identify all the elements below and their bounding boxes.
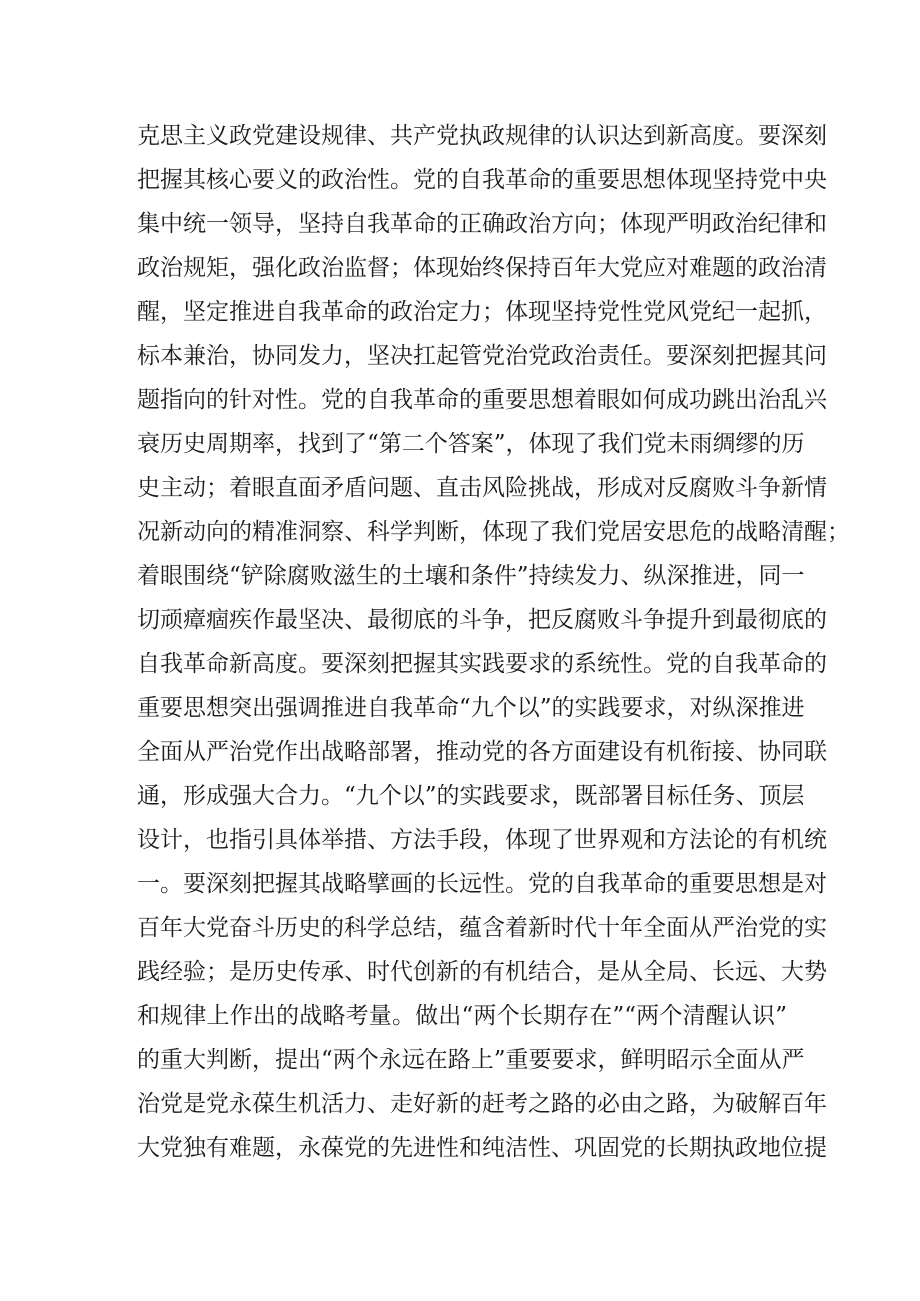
text-line: 自我革命新高度。要深刻把握其实践要求的系统性。党的自我革命的 <box>137 651 827 677</box>
text-line: 和规律上作出的战略考量。做出“两个长期存在”“两个清醒认识” <box>137 1003 787 1029</box>
text-line: 通，形成强大合力。“九个以”的实践要求，既部署目标任务、顶层 <box>137 783 805 809</box>
text-line: 着眼围绕“铲除腐败滋生的土壤和条件”持续发力、纵深推进，同一 <box>137 563 805 589</box>
text-line: 重要思想突出强调推进自我革命“九个以”的实践要求，对纵深推进 <box>137 695 805 721</box>
text-line: 集中统一领导，坚持自我革命的正确政治方向；体现严明政治纪律和 <box>137 211 827 237</box>
text-line: 标本兼治，协同发力，坚决扛起管党治党政治责任。要深刻把握其问 <box>137 343 827 369</box>
text-line: 践经验；是历史传承、时代创新的有机结合，是从全局、长远、大势 <box>137 959 827 985</box>
text-line: 设计，也指引具体举措、方法手段，体现了世界观和方法论的有机统 <box>137 827 827 853</box>
text-line: 的重大判断，提出“两个永远在路上”重要要求，鲜明昭示全面从严 <box>137 1047 805 1073</box>
text-line: 一。要深刻把握其战略擘画的长远性。党的自我革命的重要思想是对 <box>137 871 827 897</box>
text-line: 百年大党奋斗历史的科学总结，蕴含着新时代十年全面从严治党的实 <box>137 915 827 941</box>
text-line: 把握其核心要义的政治性。党的自我革命的重要思想体现坚持党中央 <box>137 167 827 193</box>
body-paragraph <box>137 114 850 1170</box>
text-line: 政治规矩，强化政治监督；体现始终保持百年大党应对难题的政治清 <box>137 255 827 281</box>
text-line: 切顽瘴痼疾作最坚决、最彻底的斗争，把反腐败斗争提升到最彻底的 <box>137 607 827 633</box>
text-line: 全面从严治党作出战略部署，推动党的各方面建设有机衔接、协同联 <box>137 739 827 765</box>
text-line: 况新动向的精准洞察、科学判断，体现了我们党居安思危的战略清醒； <box>137 519 850 545</box>
text-line: 衰历史周期率，找到了“第二个答案”，体现了我们党未雨绸缪的历 <box>137 431 805 457</box>
text-line: 克思主义政党建设规律、共产党执政规律的认识达到新高度。要深刻 <box>137 123 827 149</box>
text-line: 史主动；着眼直面矛盾问题、直击风险挑战，形成对反腐败斗争新情 <box>137 475 827 501</box>
text-line: 大党独有难题，永葆党的先进性和纯洁性、巩固党的长期执政地位提 <box>137 1135 827 1161</box>
text-line: 醒，坚定推进自我革命的政治定力；体现坚持党性党风党纪一起抓， <box>137 299 827 325</box>
text-line: 题指向的针对性。党的自我革命的重要思想着眼如何成功跳出治乱兴 <box>137 387 827 413</box>
text-line: 治党是党永葆生机活力、走好新的赶考之路的必由之路，为破解百年 <box>137 1091 827 1117</box>
